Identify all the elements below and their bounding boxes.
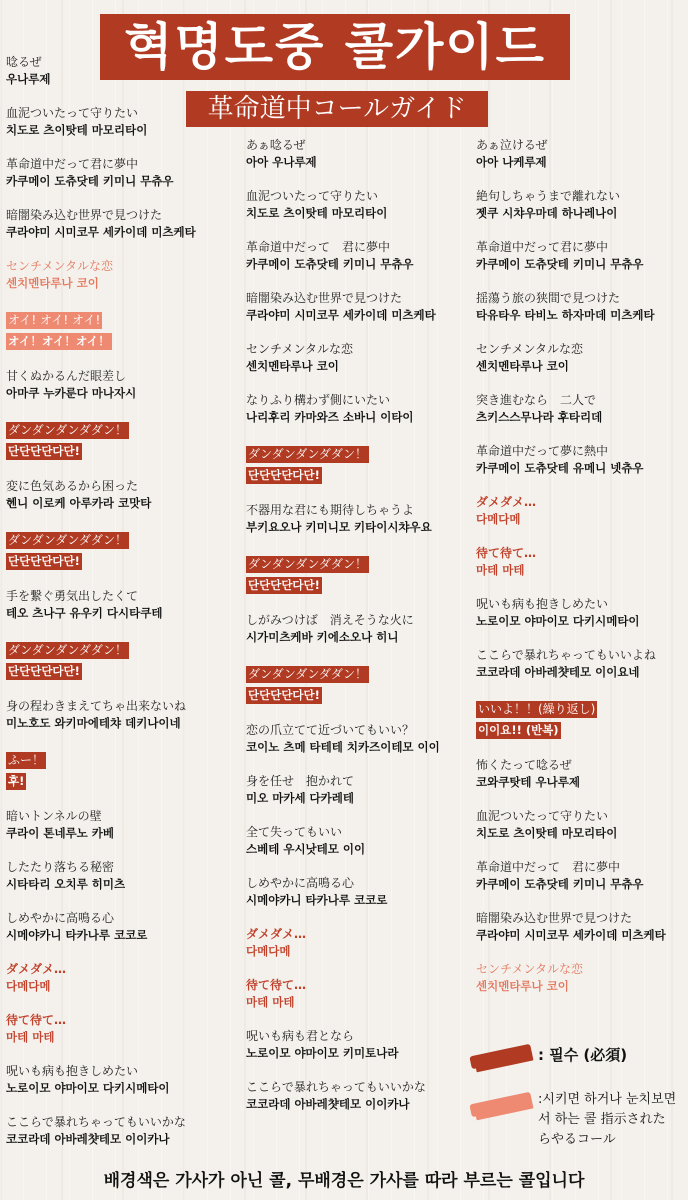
lyric-korean: 치도로 츠이탓테 마모리타이: [476, 826, 618, 840]
lyric-korean: 스베테 우시낫테모 이이: [246, 842, 366, 856]
lyric-entry: [476, 961, 688, 995]
page-subtitle: 革命道中コールガイド: [186, 91, 488, 127]
lyric-korean: 테오 츠나구 유우키 다시타쿠테: [6, 606, 163, 620]
lyric-japanese: 血泥ついたって守りたい: [476, 809, 609, 823]
lyric-korean: 미노호도 와키마에테챠 데키나이네: [6, 716, 181, 730]
lyric-entry: [246, 137, 464, 171]
lyric-entry: [6, 529, 224, 571]
lyric-korean: 우나루제: [6, 72, 51, 86]
lyric-entry: [6, 419, 224, 461]
lyric-entry: [246, 1079, 464, 1113]
lyric-korean: 카쿠메이 도츄닷테 키미니 무츄우: [476, 877, 644, 891]
lyric-entry: [476, 239, 688, 273]
lyric-entry: [6, 1114, 224, 1148]
lyric-japanese: 揺蕩う旅の狭間で見つけた: [476, 291, 621, 305]
lyric-japanese: ここらで暴れちゃってもいいかな: [6, 1115, 186, 1129]
lyric-entry: [246, 443, 464, 485]
lyric-korean: 마테 마테: [6, 1030, 55, 1044]
lyric-japanese: 怖くたって唸るぜ: [476, 758, 572, 772]
lyric-entry: [476, 757, 688, 791]
lyric-japanese: ダメダメ…: [246, 927, 307, 941]
lyric-korean: 다메다메: [246, 944, 291, 958]
lyric-korean: 단단단단다단!: [248, 468, 320, 482]
lyric-entry: [476, 443, 688, 477]
lyric-korean: 다메다메: [6, 979, 51, 993]
lyric-japanese: しめやかに高鳴る心: [6, 911, 115, 925]
lyric-korean: 시가미츠케바 키에소오나 히니: [246, 630, 399, 644]
lyric-entry: [476, 392, 688, 426]
lyric-japanese: 革命道中だって 君に夢中: [476, 860, 621, 874]
lyric-entry: [246, 188, 464, 222]
lyric-japanese: 身を任せ 抱かれて: [246, 774, 355, 788]
lyric-korean: 센치멘타루나 코이: [6, 276, 99, 290]
lyric-korean: 단단단단다단!: [8, 444, 80, 458]
lyrics-column-1: [6, 54, 224, 1165]
lyric-entry: [6, 588, 224, 622]
lyric-entry: [246, 612, 464, 646]
lyrics-column-3: [476, 137, 688, 1012]
lyric-entry: [6, 749, 224, 791]
lyric-entry: [246, 392, 464, 426]
lyric-japanese: 絶句しちゃうまで離れない: [476, 189, 621, 203]
lyric-entry: [246, 239, 464, 273]
lyric-japanese: センチメンタルな恋: [246, 342, 354, 356]
lyric-entry: [6, 368, 224, 402]
lyric-japanese: ふー！: [8, 753, 45, 767]
lyric-korean: 쿠라이 톤네루노 카베: [6, 826, 114, 840]
lyric-japanese: ダンダンダンダダン！: [248, 447, 368, 461]
lyric-entry: [6, 639, 224, 681]
lyric-japanese: ダンダンダンダダン！: [8, 533, 128, 547]
lyric-korean: 미오 마카세 다카레테: [246, 791, 354, 805]
lyric-japanese: ダンダンダンダダン！: [248, 667, 368, 681]
lyric-entry: [246, 926, 464, 960]
lyric-korean: 시타타리 오치루 히미츠: [6, 877, 126, 891]
lyric-entry: [246, 553, 464, 595]
lyric-korean: 카쿠메이 도츄닷테 키미니 무츄우: [476, 257, 644, 271]
lyric-entry: [246, 341, 464, 375]
lyric-japanese: 変に色気あるから困った: [6, 479, 139, 493]
lyric-korean: 코이노 츠메 타테테 치카즈이테모 이이: [246, 740, 440, 754]
lyric-korean: 아아 우나루제: [246, 155, 317, 169]
lyric-japanese: あぁ泣けるぜ: [476, 138, 548, 152]
lyric-japanese: ダメダメ…: [476, 495, 537, 509]
lyric-japanese: 恋の爪立てて近づいてもいい？: [246, 723, 415, 737]
lyric-entry: [476, 910, 688, 944]
lyric-entry: [6, 698, 224, 732]
lyric-japanese: しめやかに高鳴る心: [246, 876, 355, 890]
lyric-japanese: センチメンタルな恋: [6, 259, 114, 273]
red-brush-icon: [469, 1044, 532, 1070]
lyric-korean: 단단단단다단!: [8, 664, 80, 678]
lyric-japanese: いいよ！！(繰り返し): [478, 702, 596, 716]
lyric-korean: 카쿠메이 도츄닷테 키미니 무츄우: [246, 257, 414, 271]
lyric-japanese: 革命道中だって夢に熱中: [476, 444, 609, 458]
lyric-entry: [476, 545, 688, 579]
lyric-korean: 쿠라야미 시미코무 세카이데 미츠케타: [246, 308, 436, 322]
lyric-entry: [476, 137, 688, 171]
lyric-japanese: 不器用な君にも期待しちゃうよ: [246, 503, 415, 517]
lyric-japanese: センチメンタルな恋: [476, 962, 584, 976]
lyric-entry: [476, 808, 688, 842]
lyric-korean: 노로이모 야마이모 키미토나라: [246, 1046, 399, 1060]
lyric-korean: 카쿠메이 도츄닷테 유메니 넷츄우: [476, 461, 644, 475]
lyric-entry: [246, 977, 464, 1011]
lyric-entry: [476, 188, 688, 222]
lyric-entry: [6, 1063, 224, 1097]
lyric-entry: [476, 596, 688, 630]
lyric-entry: [246, 502, 464, 536]
lyric-japanese: 暗闇染み込む世界で見つけた: [476, 911, 633, 925]
lyric-entry: [6, 859, 224, 893]
lyric-entry: [246, 824, 464, 858]
lyric-japanese: 革命道中だって君に夢中: [6, 157, 139, 171]
lyric-entry: [246, 773, 464, 807]
footer-note: 배경색은 가사가 아닌 콜, 무배경은 가사를 따라 부르는 콜입니다: [103, 1171, 585, 1191]
lyric-entry: [476, 494, 688, 528]
lyric-japanese: 甘くぬかるんだ眼差し: [6, 369, 127, 383]
lyric-japanese: しがみつけば 消えそうな火に: [246, 613, 414, 627]
lyric-entry: [476, 698, 688, 740]
page-title: 혁명도중 콜가이드: [100, 14, 570, 80]
lyric-korean: 코와쿠탓테 우나루제: [476, 775, 580, 789]
lyric-entry: [6, 156, 224, 190]
lyric-korean: 노로이모 야마이모 다키시메타이: [6, 1081, 170, 1095]
lyric-korean: 이이요!! (반복): [478, 723, 559, 737]
lyric-korean: 카쿠메이 도츄닷테 키미니 무츄우: [6, 174, 174, 188]
lyric-japanese: センチメンタルな恋: [476, 342, 584, 356]
lyric-entry: [6, 309, 224, 351]
lyric-korean: 단단단단다단!: [8, 554, 80, 568]
lyric-japanese: 手を繋ぐ勇気出したくて: [6, 589, 139, 603]
lyric-korean: 쿠라야미 시미코무 세카이데 미츠케타: [6, 225, 196, 239]
lyric-korean: 타유타우 타비노 하자마데 미츠케타: [476, 308, 655, 322]
lyric-korean: 츠키스스무나라 후타리데: [476, 410, 603, 424]
lyric-korean: 시메야카니 타카나루 코코로: [246, 893, 388, 907]
lyric-japanese: 待て待て…: [6, 1013, 67, 1027]
lyric-japanese: 暗闇染み込む世界で見つけた: [246, 291, 403, 305]
lyric-japanese: あぁ唸るぜ: [246, 138, 306, 152]
lyric-entry: [6, 478, 224, 512]
lyric-japanese: 呪いも病も抱きしめたい: [476, 597, 609, 611]
lyric-entry: [6, 258, 224, 292]
lyric-japanese: なりふり構わず側にいたい: [246, 393, 391, 407]
legend-required-label: : 필수 (必須): [538, 1046, 628, 1064]
lyrics-column-2: [246, 137, 464, 1130]
lyric-entry: [246, 722, 464, 756]
salmon-brush-icon: [469, 1092, 532, 1118]
lyric-japanese: 身の程わきまえてちゃ出来ないね: [6, 699, 187, 713]
lyric-japanese: ここらで暴れちゃってもいいかな: [246, 1080, 426, 1094]
lyric-korean: オイ！オイ！オイ！: [8, 334, 110, 348]
lyric-japanese: 血泥ついたって守りたい: [246, 189, 379, 203]
lyric-entry: [6, 105, 224, 139]
lyric-japanese: 革命道中だって 君に夢中: [246, 240, 391, 254]
lyric-korean: 치도로 츠이탓테 마모리타이: [246, 206, 388, 220]
lyric-korean: 마테 마테: [476, 563, 525, 577]
lyric-japanese: 待て待て…: [246, 978, 307, 992]
lyric-korean: 코코라데 아바레챳테모 이이카나: [6, 1132, 170, 1146]
lyric-korean: 후!: [8, 774, 25, 788]
lyric-entry: [476, 290, 688, 324]
lyric-korean: 시메야카니 타카나루 코코로: [6, 928, 148, 942]
lyric-entry: [476, 647, 688, 681]
lyric-japanese: 唸るぜ: [6, 55, 42, 69]
lyric-japanese: 暗闇染み込む世界で見つけた: [6, 208, 163, 222]
lyric-korean: 코코라데 아바레챳테모 이이요네: [476, 665, 640, 679]
lyric-japanese: 血泥ついたって守りたい: [6, 106, 139, 120]
lyric-japanese: したたり落ちる秘密: [6, 860, 115, 874]
lyric-japanese: ダメダメ…: [6, 962, 67, 976]
lyric-korean: 치도로 츠이탓테 마모리타이: [6, 123, 148, 137]
lyric-japanese: 暗いトンネルの壁: [6, 809, 102, 823]
lyric-korean: 노로이모 야마이모 다키시메타이: [476, 614, 640, 628]
lyric-korean: 다메다메: [476, 512, 521, 526]
lyric-entry: [6, 54, 224, 88]
lyric-korean: 센치멘타루나 코이: [246, 359, 339, 373]
lyric-korean: 헨니 이로케 아루카라 코맛타: [6, 496, 152, 510]
lyric-entry: [246, 290, 464, 324]
lyric-entry: [6, 1012, 224, 1046]
lyric-entry: [246, 663, 464, 705]
lyric-japanese: ダンダンダンダダン！: [248, 557, 368, 571]
lyric-japanese: 待て待て…: [476, 546, 537, 560]
lyric-korean: 부키요오나 키미니모 키타이시챠우요: [246, 520, 432, 534]
lyric-korean: 아아 나케루제: [476, 155, 547, 169]
lyric-japanese: 呪いも病も君となら: [246, 1029, 355, 1043]
lyric-korean: 단단단단다단!: [248, 578, 320, 592]
lyric-japanese: 革命道中だって君に夢中: [476, 240, 609, 254]
lyric-korean: 아마쿠 누카룬다 마나자시: [6, 386, 137, 400]
lyric-korean: 코코라데 아바레챳테모 이이카나: [246, 1097, 410, 1111]
lyric-entry: [6, 808, 224, 842]
lyric-entry: [6, 961, 224, 995]
lyric-japanese: ダンダンダンダダン！: [8, 423, 128, 437]
lyric-korean: 단단단단다단!: [248, 688, 320, 702]
lyric-entry: [246, 875, 464, 909]
lyric-entry: [246, 1028, 464, 1062]
lyric-korean: 나리후리 카마와즈 소바니 이타이: [246, 410, 414, 424]
lyric-entry: [6, 207, 224, 241]
lyric-japanese: 突き進むなら 二人で: [476, 393, 597, 407]
lyric-japanese: オイ! オイ! オイ!: [8, 313, 101, 327]
lyric-korean: 센치멘타루나 코이: [476, 359, 569, 373]
lyric-korean: 젯쿠 시챠우마데 하나레나이: [476, 206, 618, 220]
lyric-japanese: 全て失ってもいい: [246, 825, 343, 839]
lyric-korean: 쿠라야미 시미코무 세카이데 미츠케타: [476, 928, 666, 942]
lyric-entry: [476, 341, 688, 375]
lyric-japanese: ダンダンダンダダン！: [8, 643, 128, 657]
lyric-japanese: ここらで暴れちゃってもいいよね: [476, 648, 656, 662]
lyric-korean: 마테 마테: [246, 995, 295, 1009]
lyric-entry: [6, 910, 224, 944]
lyric-japanese: 呪いも病も抱きしめたい: [6, 1064, 139, 1078]
lyric-entry: [476, 859, 688, 893]
lyric-korean: 센치멘타루나 코이: [476, 979, 569, 993]
legend-optional-label: :시키면 하거나 눈치보면서 하는 콜 指示されたらやるコール: [538, 1092, 677, 1147]
